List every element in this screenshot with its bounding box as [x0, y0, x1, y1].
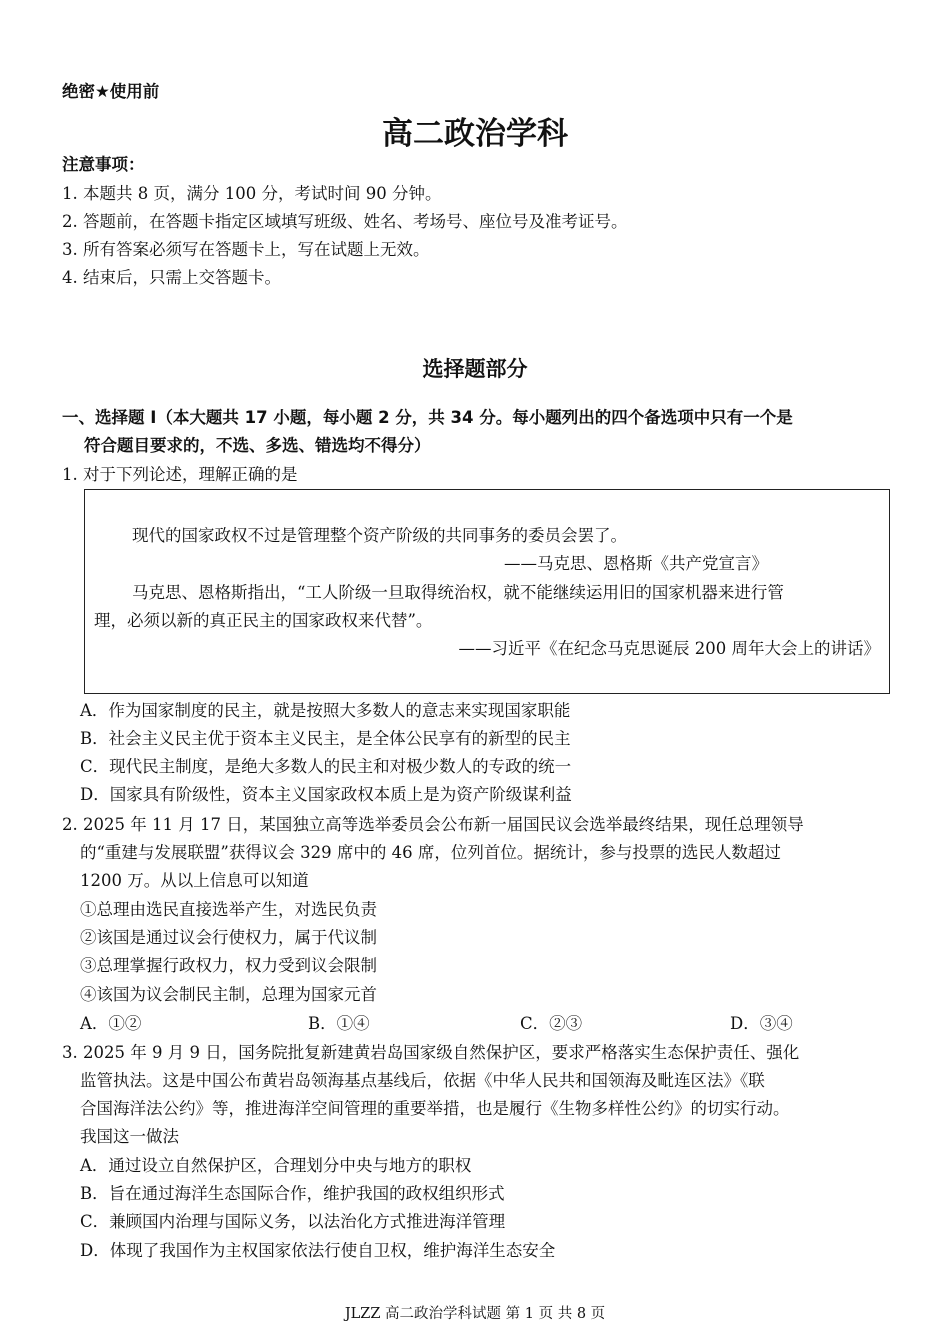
secret-label: 绝密★使用前 — [62, 82, 160, 101]
note-item: 2. 答题前，在答题卡指定区域填写班级、姓名、考场号、座位号及准考证号。 — [62, 212, 628, 231]
option-d: D．体现了我国作为主权国家依法行使自卫权，维护海洋生态安全 — [80, 1241, 556, 1260]
quote-text: 马克思、恩格斯指出，“工人阶级一旦取得统治权，就不能继续运用旧的国家机器来进行管 — [132, 583, 784, 602]
section-instruction: 一、选择题 Ⅰ（本大题共 17 小题，每小题 2 分，共 34 分。每小题列出的四个备选项中只有一个是 — [62, 408, 793, 427]
page-footer: JLZZ 高二政治学科试题 第 1 页 共 8 页 — [344, 1306, 606, 1322]
option-b: B．社会主义民主优于资本主义民主，是全体公民享有的新型的民主 — [80, 729, 571, 748]
statement-4: ④该国为议会制民主制，总理为国家元首 — [80, 985, 377, 1004]
question-3-stem-cont: 我国这一做法 — [80, 1127, 179, 1146]
option-a: A．作为国家制度的民主，就是按照大多数人的意志来实现国家职能 — [80, 701, 571, 720]
option-c: C．现代民主制度，是绝大多数人的民主和对极少数人的专政的统一 — [80, 757, 572, 776]
option-a: A．①② — [80, 1014, 142, 1033]
statement-2: ②该国是通过议会行使权力，属于代议制 — [80, 928, 377, 947]
quote-source: ——马克思、恩格斯《共产党宣言》 — [504, 554, 768, 573]
note-item: 3. 所有答案必须写在答题卡上，写在试题上无效。 — [62, 240, 430, 259]
note-item: 1. 本题共 8 页，满分 100 分，考试时间 90 分钟。 — [62, 184, 442, 203]
question-2-stem-cont: 的“重建与发展联盟”获得议会 329 席中的 46 席，位列首位。据统计，参与投票的选民人数超过 — [80, 843, 781, 862]
section-instruction-cont: 符合题目要求的，不选、多选、错选均不得分） — [84, 436, 431, 455]
notes-heading: 注意事项： — [62, 155, 145, 174]
option-d: D．③④ — [730, 1014, 793, 1033]
option-b: B．①④ — [308, 1014, 370, 1033]
question-3-stem: 3. 2025 年 9 月 9 日，国务院批复新建黄岩岛国家级自然保护区，要求严格落实生态保护责任、强化 — [62, 1043, 800, 1062]
option-b: B．旨在通过海洋生态国际合作，维护我国的政权组织形式 — [80, 1184, 505, 1203]
question-3-stem-cont: 监管执法。这是中国公布黄岩岛领海基点基线后，依据《中华人民共和国领海及毗连区法》《联 — [80, 1071, 765, 1090]
option-d: D．国家具有阶级性，资本主义国家政权本质上是为资产阶级谋利益 — [80, 785, 572, 804]
question-2-stem: 2. 2025 年 11 月 17 日，某国独立高等选举委员会公布新一届国民议会选举最终结果，现任总理领导 — [62, 815, 804, 834]
statement-1: ①总理由选民直接选举产生，对选民负责 — [80, 900, 377, 919]
section-title: 选择题部分 — [422, 357, 528, 381]
option-c: C．②③ — [520, 1014, 583, 1033]
quote-text: 现代的国家政权不过是管理整个资产阶级的共同事务的委员会罢了。 — [132, 526, 627, 545]
statement-3: ③总理掌握行政权力，权力受到议会限制 — [80, 956, 377, 975]
question-2-stem-cont: 1200 万。从以上信息可以知道 — [80, 871, 309, 890]
question-1-stem: 1. 对于下列论述，理解正确的是 — [62, 465, 298, 484]
quote-source: ——习近平《在纪念马克思诞辰 200 周年大会上的讲话》 — [458, 639, 880, 658]
quote-text-cont: 理，必须以新的真正民主的国家政权来代替”。 — [94, 611, 433, 630]
page-title: 高二政治学科 — [382, 116, 568, 152]
note-item: 4. 结束后，只需上交答题卡。 — [62, 268, 281, 287]
question-3-stem-cont: 合国海洋法公约》等，推进海洋空间管理的重要举措，也是履行《生物多样性公约》的切实行动。 — [80, 1099, 790, 1118]
option-c: C．兼顾国内治理与国际义务，以法治化方式推进海洋管理 — [80, 1212, 506, 1231]
option-a: A．通过设立自然保护区，合理划分中央与地方的职权 — [80, 1156, 472, 1175]
